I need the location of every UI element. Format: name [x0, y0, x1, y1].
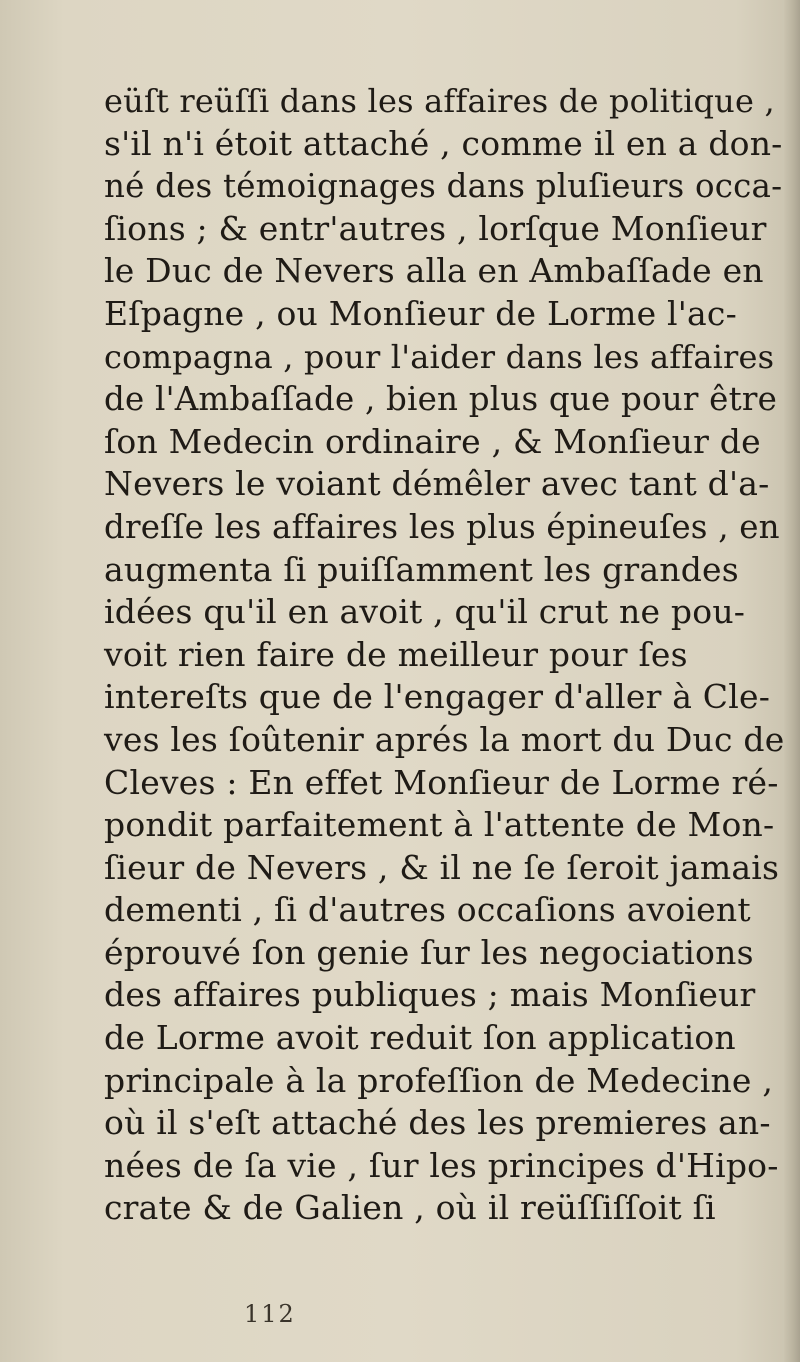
text-line: compagna , pour l'aider dans les affaires: [104, 337, 775, 376]
text-line: nées de ſa vie , ſur les principes d'Hipo-: [104, 1145, 779, 1185]
text-line: voit rien faire de meilleur pour ſes: [104, 634, 688, 674]
text-line: de l'Ambaſſade , bien plus que pour être: [104, 380, 777, 419]
text-line: s'il n'i étoit attaché , comme il en a don-: [104, 123, 783, 163]
text-line: dreſſe les affaires les plus épineuſes , en: [104, 507, 780, 546]
page-edge: [784, 0, 800, 1362]
text-line: ves les ſoûtenir aprés la mort du Duc de: [104, 719, 785, 759]
text-line: éprouvé ſon genie ſur les negociations: [104, 932, 754, 972]
text-line: eüſt reüſſi dans les affaires de politique ,: [104, 82, 775, 120]
text-line: intereſts que de l'engager d'aller à Cle-: [104, 677, 771, 717]
text-line: idées qu'il en avoit , qu'il crut ne pou-: [104, 592, 746, 632]
text-line: dementi , ſi d'autres occaſions avoient: [104, 890, 751, 930]
text-line: Cleves : En effet Monſieur de Lorme ré-: [104, 762, 779, 802]
text-line: des affaires publiques ; mais Monſieur: [104, 975, 756, 1015]
text-line: pondit parfaitement à l'attente de Mon-: [104, 805, 775, 845]
text-line: où il s'eſt attaché des les premieres an-: [104, 1103, 771, 1143]
text-line: de Lorme avoit reduit ſon application: [104, 1018, 736, 1058]
text-line: crate & de Galien , où il reüſſiſſoit ſi: [104, 1188, 716, 1228]
text-line: Nevers le voiant démêler avec tant d'a-: [104, 464, 770, 504]
text-line: le Duc de Nevers alla en Ambaſſade en: [104, 251, 764, 291]
page-number: 112: [244, 1300, 296, 1328]
text-line: principale à la profeſſion de Medecine ,: [104, 1060, 774, 1100]
text-line: augmenta ſi puiſſamment les grandes: [104, 549, 739, 589]
text-line: né des témoignages dans pluſieurs occa-: [104, 167, 783, 206]
text-line: ſon Medecin ordinaire , & Monſieur de: [104, 421, 761, 461]
text-line: Eſpagne , ou Monſieur de Lorme l'ac-: [104, 293, 737, 333]
body-text: [104, 80, 784, 1230]
text-line: ſieur de Nevers , & il ne ſe ſeroit jamais: [104, 847, 780, 887]
text-line: ſions ; & entr'autres , lorſque Monſieur: [104, 208, 767, 248]
